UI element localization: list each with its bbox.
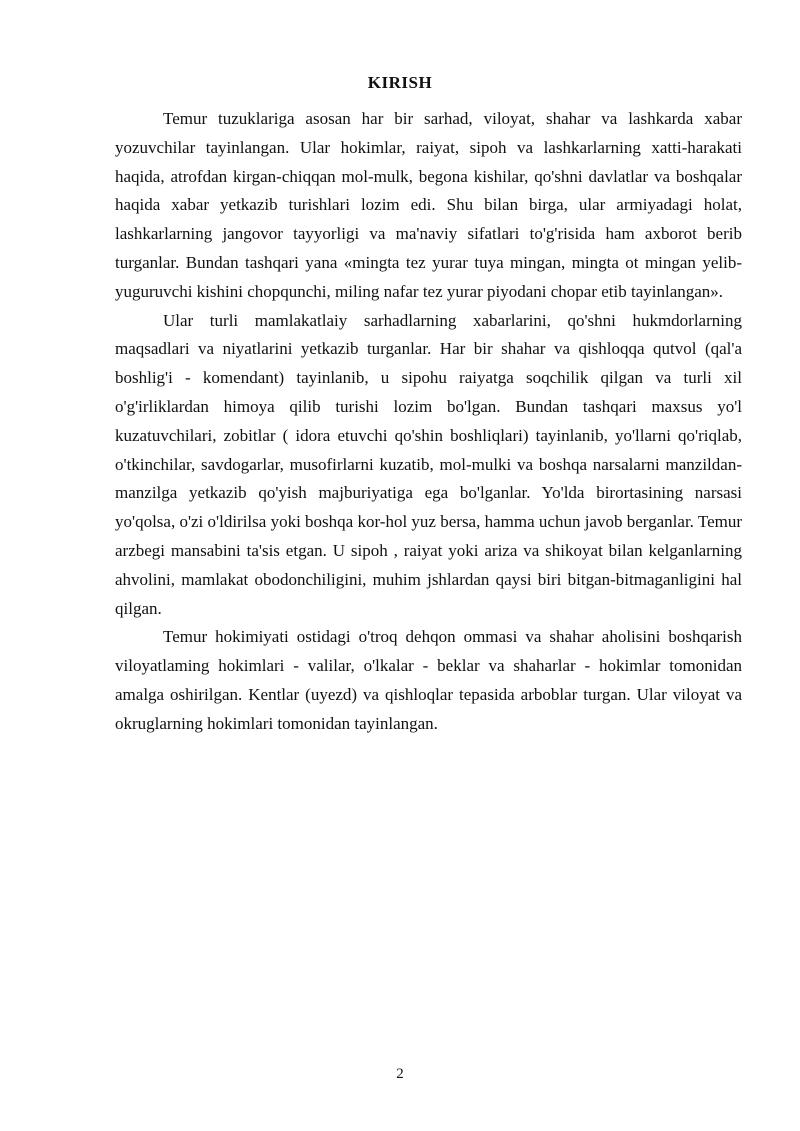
paragraph-3: Temur hokimiyati ostidagi o'troq dehqon ommasi va shahar aholisini boshqarish viloyatlaming hokimlari - valilar, o'lkalar - beklar va shaharlar - hokimlar tomonidan amalga oshirilgan. Kentlar (uyezd) va qishloqlar tepasida arboblar turgan. Ular viloyat va okruglarning hokimlari tomonidan tayinlangan. [115,627,742,733]
document-body [115,105,742,739]
page-title: KIRISH [367,73,433,92]
page-number: 2 [396,1066,404,1082]
paragraph-1: Temur tuzuklariga asosan har bir sarhad, viloyat, shahar va lashkarda xabar yozuvchilar tayinlangan. Ular hokimlar, raiyat, sipoh va lashkarlarning xatti-harakati haqida, atrofdan kirgan-chiqqan mol-mulk, begona kishilar, qo'shni davlatlar va boshqalar haqida xabar yetkazib turishlari lozim edi. Shu bilan birga, ular armiyadagi holat, lashkarlarning jangovor tayyorligi va ma'naviy sifatlari to'g'risida ham axborot berib turganlar. Bundan tashqari yana «mingta tez yurar tuya mingan, mingta ot mingan yelib-yuguruvchi kishini chopqunchi, miling nafar tez yurar piyodani chopar etib tayinlangan». [115,109,742,301]
paragraph-2: Ular turli mamlakatlaiy sarhadlarning xabarlarini, qo'shni hukmdorlarning maqsadlari va niyatlarini yetkazib turganlar. Har bir shahar va qishloqqa qutvol (qal'a boshlig'i - komendant) tayinlanib, u sipohu raiyatga soqchilik qilgan va turli xil o'g'irliklardan himoya qilib turishi lozim bo'lgan. Bundan tashqari maxsus yo'l kuzatuvchilari, zobitlar ( idora etuvchi qo'shin boshliqlari) tayinlanib, yo'llarni qo'riqlab, o'tkinchilar, savdogarlar, musofirlarni kuzatib, mol-mulki va boshqa narsalarni manzildan-manzilga yetkazib qo'yish majburiyatiga ega bo'lganlar. Yo'lda birortasining narsasi yo'qolsa, o'zi o'ldirilsa yoki boshqa kor-hol yuz bersa, hamma uchun javob berganlar. Temur arzbegi mansabini ta'sis etgan. U sipoh , raiyat yoki ariza va shikoyat bilan kelganlarning ahvolini, mamlakat obodonchiligini, muhim jshlardan qaysi biri bitgan-bitmaganligini hal qilgan. [115,310,742,618]
